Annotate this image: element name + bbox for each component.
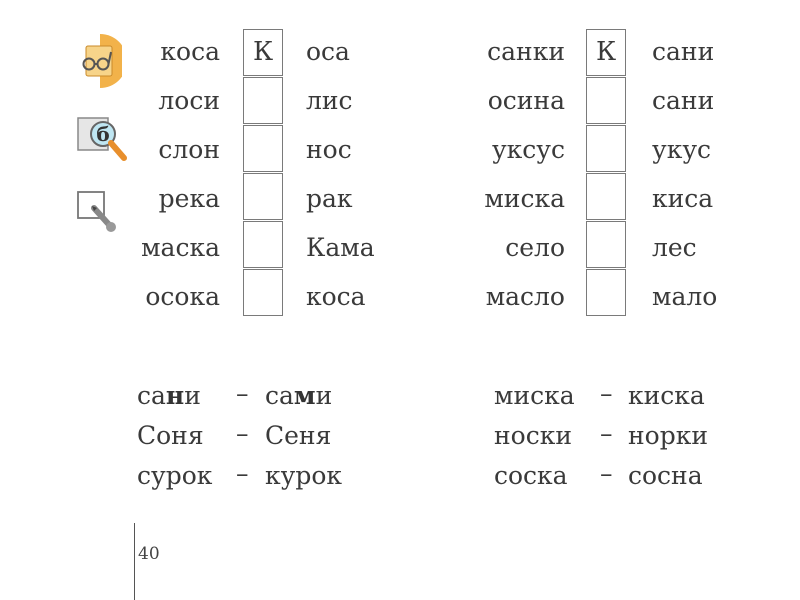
left-table-result-word: Кама xyxy=(306,233,375,262)
letter-box[interactable] xyxy=(586,173,626,220)
letter-box[interactable]: К xyxy=(586,29,626,76)
right-table-word: уксус xyxy=(491,135,565,164)
pair-word: сурок xyxy=(137,461,213,490)
svg-text:б: б xyxy=(96,122,110,146)
pair-word: миска xyxy=(494,381,575,410)
letter-box[interactable] xyxy=(243,269,283,316)
left-table-result-word: нос xyxy=(306,135,352,164)
pair-dash: – xyxy=(236,379,249,408)
right-table-result-word: мало xyxy=(652,282,718,311)
right-table-word: миска xyxy=(484,184,565,213)
pair-word: курок xyxy=(265,461,343,490)
left-table-result-word: коса xyxy=(306,282,366,311)
pair-word: норки xyxy=(628,421,709,450)
letter-box[interactable] xyxy=(243,221,283,268)
letter-box[interactable] xyxy=(586,221,626,268)
glasses-book-icon xyxy=(78,34,122,88)
right-table-result-word: укус xyxy=(652,135,712,164)
left-table-word: коса xyxy=(160,37,220,66)
right-table-word: осина xyxy=(487,86,565,115)
pair-dash: – xyxy=(236,419,249,448)
pair-word: сосна xyxy=(628,461,703,490)
left-table-word: осока xyxy=(145,282,220,311)
left-table-result-word: лис xyxy=(306,86,353,115)
left-table-word: маска xyxy=(141,233,220,262)
left-table-word: слон xyxy=(158,135,220,164)
pencil-square-icon xyxy=(76,190,122,236)
pair-word: сани xyxy=(137,381,201,410)
pair-word: сами xyxy=(265,381,333,410)
left-table-word: лоси xyxy=(158,86,220,115)
right-table-word: село xyxy=(505,233,565,262)
right-table-result-word: сани xyxy=(652,37,715,66)
page-margin-line xyxy=(134,523,135,600)
pair-dash: – xyxy=(236,459,249,488)
left-table-result-word: рак xyxy=(306,184,353,213)
right-table-result-word: киса xyxy=(652,184,714,213)
letter-box[interactable] xyxy=(586,269,626,316)
letter-box[interactable]: К xyxy=(243,29,283,76)
left-table-result-word: оса xyxy=(306,37,350,66)
letter-box[interactable] xyxy=(243,77,283,124)
page-number: 40 xyxy=(138,544,160,564)
right-table-word: санки xyxy=(487,37,565,66)
pair-word: киска xyxy=(628,381,705,410)
pair-word: Соня xyxy=(137,421,204,450)
pair-dash: – xyxy=(600,459,613,488)
pair-word: соска xyxy=(494,461,568,490)
right-table-result-word: сани xyxy=(652,86,715,115)
pair-dash: – xyxy=(600,419,613,448)
pair-word: Сеня xyxy=(265,421,332,450)
left-table-word: река xyxy=(158,184,220,213)
letter-box[interactable] xyxy=(586,125,626,172)
letter-box[interactable] xyxy=(243,125,283,172)
pair-dash: – xyxy=(600,379,613,408)
letter-box[interactable] xyxy=(586,77,626,124)
right-table-result-word: лес xyxy=(652,233,697,262)
pair-word: носки xyxy=(494,421,573,450)
letter-box[interactable] xyxy=(243,173,283,220)
right-table-word: масло xyxy=(485,282,565,311)
